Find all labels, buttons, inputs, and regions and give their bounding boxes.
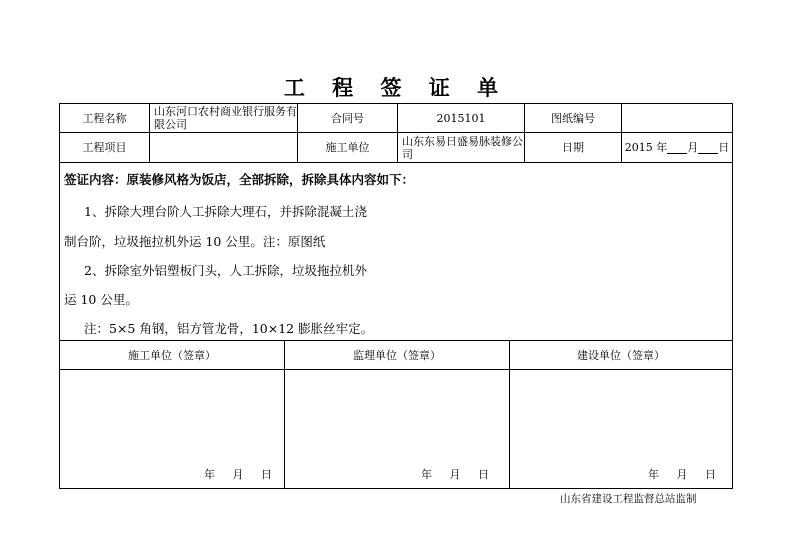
project-name-label: 工程名称: [82, 111, 127, 125]
content-line: 运 10 公里。: [64, 292, 138, 307]
row-divider: [59, 162, 733, 163]
project-item-label: 工程项目: [82, 141, 127, 154]
date-year: 2015 年: [624, 141, 668, 154]
drawing-no-value: [622, 104, 732, 132]
date-day: 日: [718, 141, 730, 154]
contractor-value: 山东东易日盛易脉装修公司: [402, 134, 523, 161]
contractor-signature-date: 年 月 日: [204, 468, 272, 481]
content-line: 1、拆除大理台阶人工拆除大理石，并拆除混凝土浇: [84, 204, 367, 219]
contract-no-label: 合同号: [331, 111, 364, 125]
supervisor-signature-date: 年 月 日: [421, 468, 489, 481]
project-name-value: 山东河口农村商业银行服务有限公司: [154, 105, 297, 131]
content-line: 注：5×5 角钢，铝方管龙骨，10×12 膨胀丝牢定。: [84, 321, 374, 336]
footer-issuer: 山东省建设工程监督总站监制: [560, 493, 697, 505]
content-line: 2、拆除室外铝塑板门头，人工拆除，垃圾拖拉机外: [84, 263, 367, 278]
date-month: 月: [687, 141, 699, 154]
content-line: 制台阶，垃圾拖拉机外运 10 公里。注：原图纸: [64, 234, 326, 249]
drawing-no-label: 图纸编号: [551, 111, 595, 125]
date-value: [622, 133, 732, 162]
contractor-label: 施工单位: [325, 141, 370, 154]
client-signature-date: 年 月 日: [648, 468, 716, 481]
contract-no-value: 2015101: [436, 111, 486, 125]
project-item-value: [150, 133, 297, 162]
supervisor-signature-label: 监理单位（签章）: [353, 349, 441, 362]
row-divider: [59, 369, 733, 370]
client-signature-label: 建设单位（签章）: [577, 349, 665, 362]
date-label: 日期: [562, 141, 584, 154]
content-heading: 签证内容：原装修风格为饭店，全部拆除，拆除具体内容如下：: [64, 172, 415, 187]
contractor-signature-label: 施工单位（签章）: [128, 349, 216, 362]
document-title: 工 程 签 证 单: [283, 76, 509, 100]
